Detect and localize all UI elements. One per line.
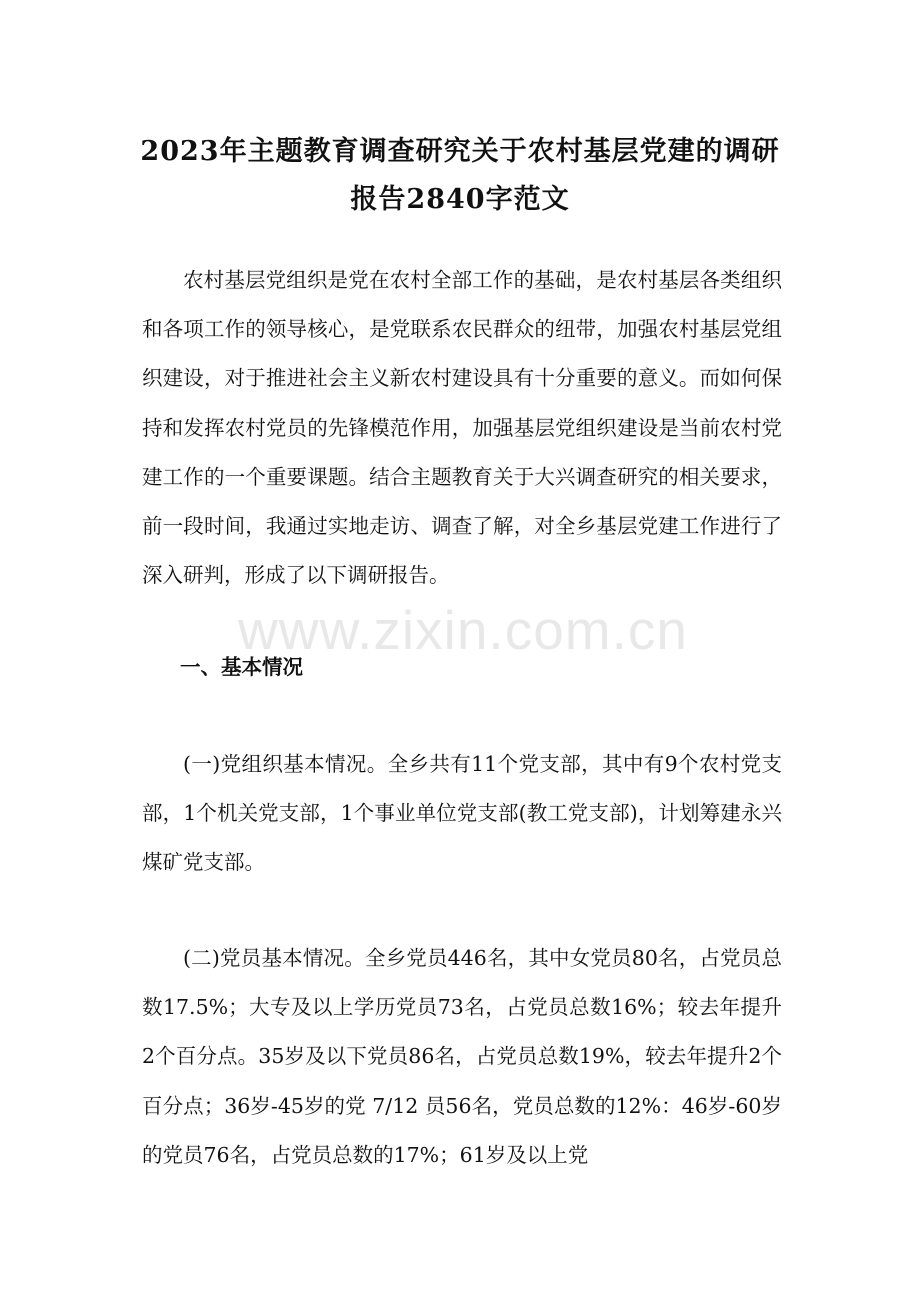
watermark-text: www.zixin.com.cn xyxy=(238,599,688,661)
party-organization-paragraph: (一)党组织基本情况。全乡共有11个党支部，其中有9个农村党支部，1个机关党支部，1个事业单位党支部(教工党支部)，计划筹建永兴煤矿党支部。 xyxy=(142,752,782,875)
section-heading-basic-situation: 一、基本情况 xyxy=(180,655,303,679)
party-member-paragraph: (二)党员基本情况。全乡党员446名，其中女党员80名，占党员总数17.5%；大专及以上学历党员73名，占党员总数16%；较去年提升2个百分点。35岁及以下党员86名，占党员总数19%，较去年提升2个百分点；36岁-45岁的党 7/12 员56名，党员总数的12%：46岁-60岁的党员76名，占党员总数的17%；61岁及以上党 xyxy=(142,946,782,1167)
intro-paragraph: 农村基层党组织是党在农村全部工作的基础，是农村基层各类组织和各项工作的领导核心，是党联系农民群众的纽带，加强农村基层党组织建设，对于推进社会主义新农村建设具有十分重要的意义。而如何保持和发挥农村党员的先锋模范作用，加强基层党组织建设是当前农村党建工作的一个重要课题。结合主题教育关于大兴调查研究的相关要求，前一段时间，我通过实地走访、调查了解，对全乡基层党建工作进行了深入研判，形成了以下调研报告。 xyxy=(142,268,782,588)
title-line-2: 报告2840字范文 xyxy=(350,184,570,216)
title-line-1: 2023年主题教育调查研究关于农村基层党建的调研 xyxy=(140,136,780,168)
document-title xyxy=(120,128,800,224)
